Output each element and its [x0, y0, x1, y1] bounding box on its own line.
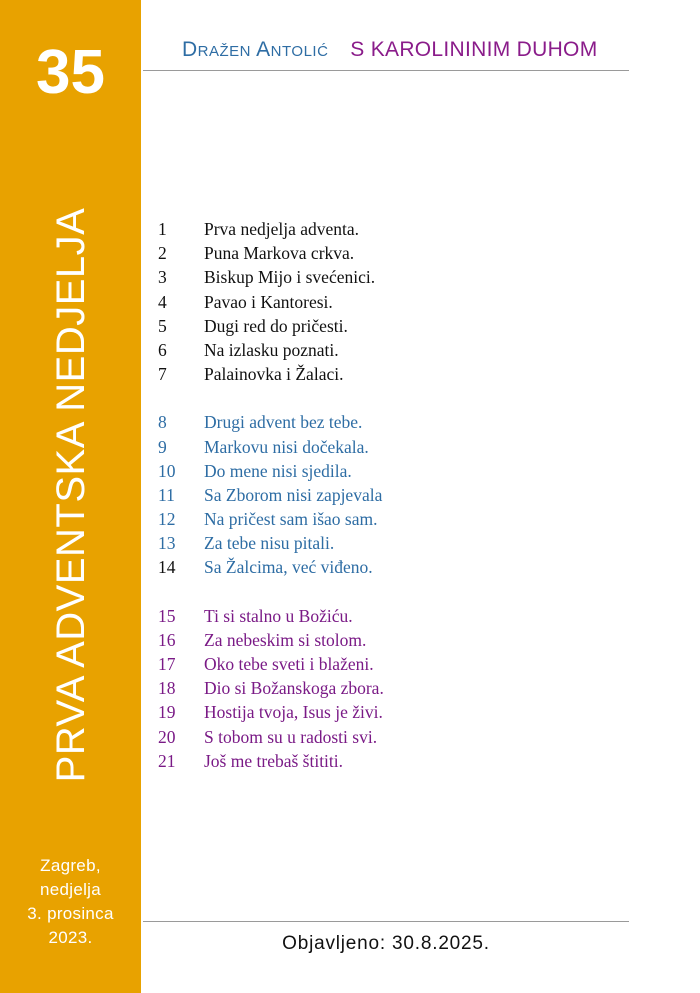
poem-line: [158, 700, 384, 724]
poem-line: [158, 459, 384, 483]
poem-line: [158, 435, 384, 459]
poem-line: [158, 676, 384, 700]
line-number: 8: [158, 412, 167, 433]
poem-line: [158, 410, 384, 434]
line-text: Oko tebe sveti i blaženi.: [204, 654, 374, 674]
line-number: 7: [158, 364, 167, 385]
poem-line: [158, 483, 384, 507]
poem-line: [158, 555, 384, 579]
line-number: 15: [158, 605, 176, 626]
poem-line: [158, 217, 384, 241]
poem-line: [158, 338, 384, 362]
line-number: 14: [158, 557, 176, 578]
place-date-line: 3. prosinca: [27, 904, 114, 923]
author-name: Dražen Antolić: [182, 38, 329, 61]
line-text: Hostija tvoja, Isus je živi.: [204, 702, 383, 723]
line-text: S tobom su u radosti svi.: [204, 726, 378, 747]
line-text: Dugi red do pričesti.: [204, 315, 348, 336]
place-date-line: nedjelja: [39, 880, 101, 899]
line-number: 10: [158, 460, 176, 481]
poem-line: [158, 628, 384, 652]
line-text: Na pričest sam išao sam.: [204, 509, 378, 530]
line-text: Sa Zborom nisi zapjevala: [204, 484, 383, 505]
line-number: 11: [158, 484, 175, 505]
line-number: 13: [158, 533, 176, 554]
line-text: Pavao i Kantoresi.: [204, 291, 333, 312]
poem-line: [158, 290, 384, 314]
work-title: S KAROLININIM DUHOM: [350, 38, 598, 61]
line-text: Palainovka i Žalaci.: [204, 364, 344, 385]
poem-line: [158, 749, 384, 773]
line-number: 21: [158, 750, 176, 771]
line-number: 16: [158, 629, 176, 650]
stanza: [158, 410, 384, 579]
line-number: 5: [158, 315, 167, 336]
line-text: Za tebe nisu pitali.: [204, 533, 335, 554]
footer-divider: [143, 921, 629, 922]
header-divider: [143, 70, 629, 71]
line-number: 18: [158, 678, 176, 699]
poem-line: [158, 604, 384, 628]
poem-line: [158, 507, 384, 531]
line-text: Ti si stalno u Božiću.: [204, 605, 353, 626]
poem: [158, 217, 384, 797]
line-number: 19: [158, 702, 176, 723]
line-text: Prva nedjelja adventa.: [204, 219, 360, 239]
line-number: 1: [158, 219, 167, 239]
page-number: 35: [36, 38, 105, 107]
stanza: [158, 217, 384, 386]
stanza: [158, 604, 384, 773]
line-text: Markovu nisi dočekala.: [204, 436, 369, 457]
line-text: Za nebeskim si stolom.: [204, 629, 367, 650]
page-header: [182, 38, 598, 62]
line-number: 3: [158, 267, 167, 288]
poem-line: [158, 725, 384, 749]
published-date: Objavljeno: 30.8.2025.: [282, 933, 490, 954]
place-date-line: 2023.: [48, 928, 93, 947]
line-number: 20: [158, 726, 176, 747]
line-text: Na izlasku poznati.: [204, 339, 339, 360]
line-text: Sa Žalcima, već viđeno.: [204, 557, 373, 578]
poem-line: [158, 314, 384, 338]
line-number: 9: [158, 436, 167, 457]
line-number: 2: [158, 243, 167, 264]
line-number: 12: [158, 509, 176, 530]
line-text: Puna Markova crkva.: [204, 243, 355, 264]
poem-line: [158, 362, 384, 386]
line-text: Drugi advent bez tebe.: [204, 412, 363, 433]
line-number: 4: [158, 291, 167, 312]
sidebar: [0, 0, 141, 993]
line-number: 17: [158, 654, 176, 674]
poem-line: [158, 531, 384, 555]
line-text: Dio si Božanskoga zbora.: [204, 678, 384, 699]
line-text: Još me trebaš štititi.: [204, 750, 344, 771]
section-title: PRVA ADVENTSKA NEDJELJA: [49, 207, 93, 783]
poem-line: [158, 652, 384, 676]
line-text: Do mene nisi sjedila.: [204, 460, 352, 481]
poem-line: [158, 241, 384, 265]
place-date-line: Zagreb,: [40, 856, 101, 875]
place-date: [0, 854, 141, 950]
line-text: Biskup Mijo i svećenici.: [204, 267, 376, 288]
line-number: 6: [158, 339, 167, 360]
poem-line: [158, 265, 384, 289]
